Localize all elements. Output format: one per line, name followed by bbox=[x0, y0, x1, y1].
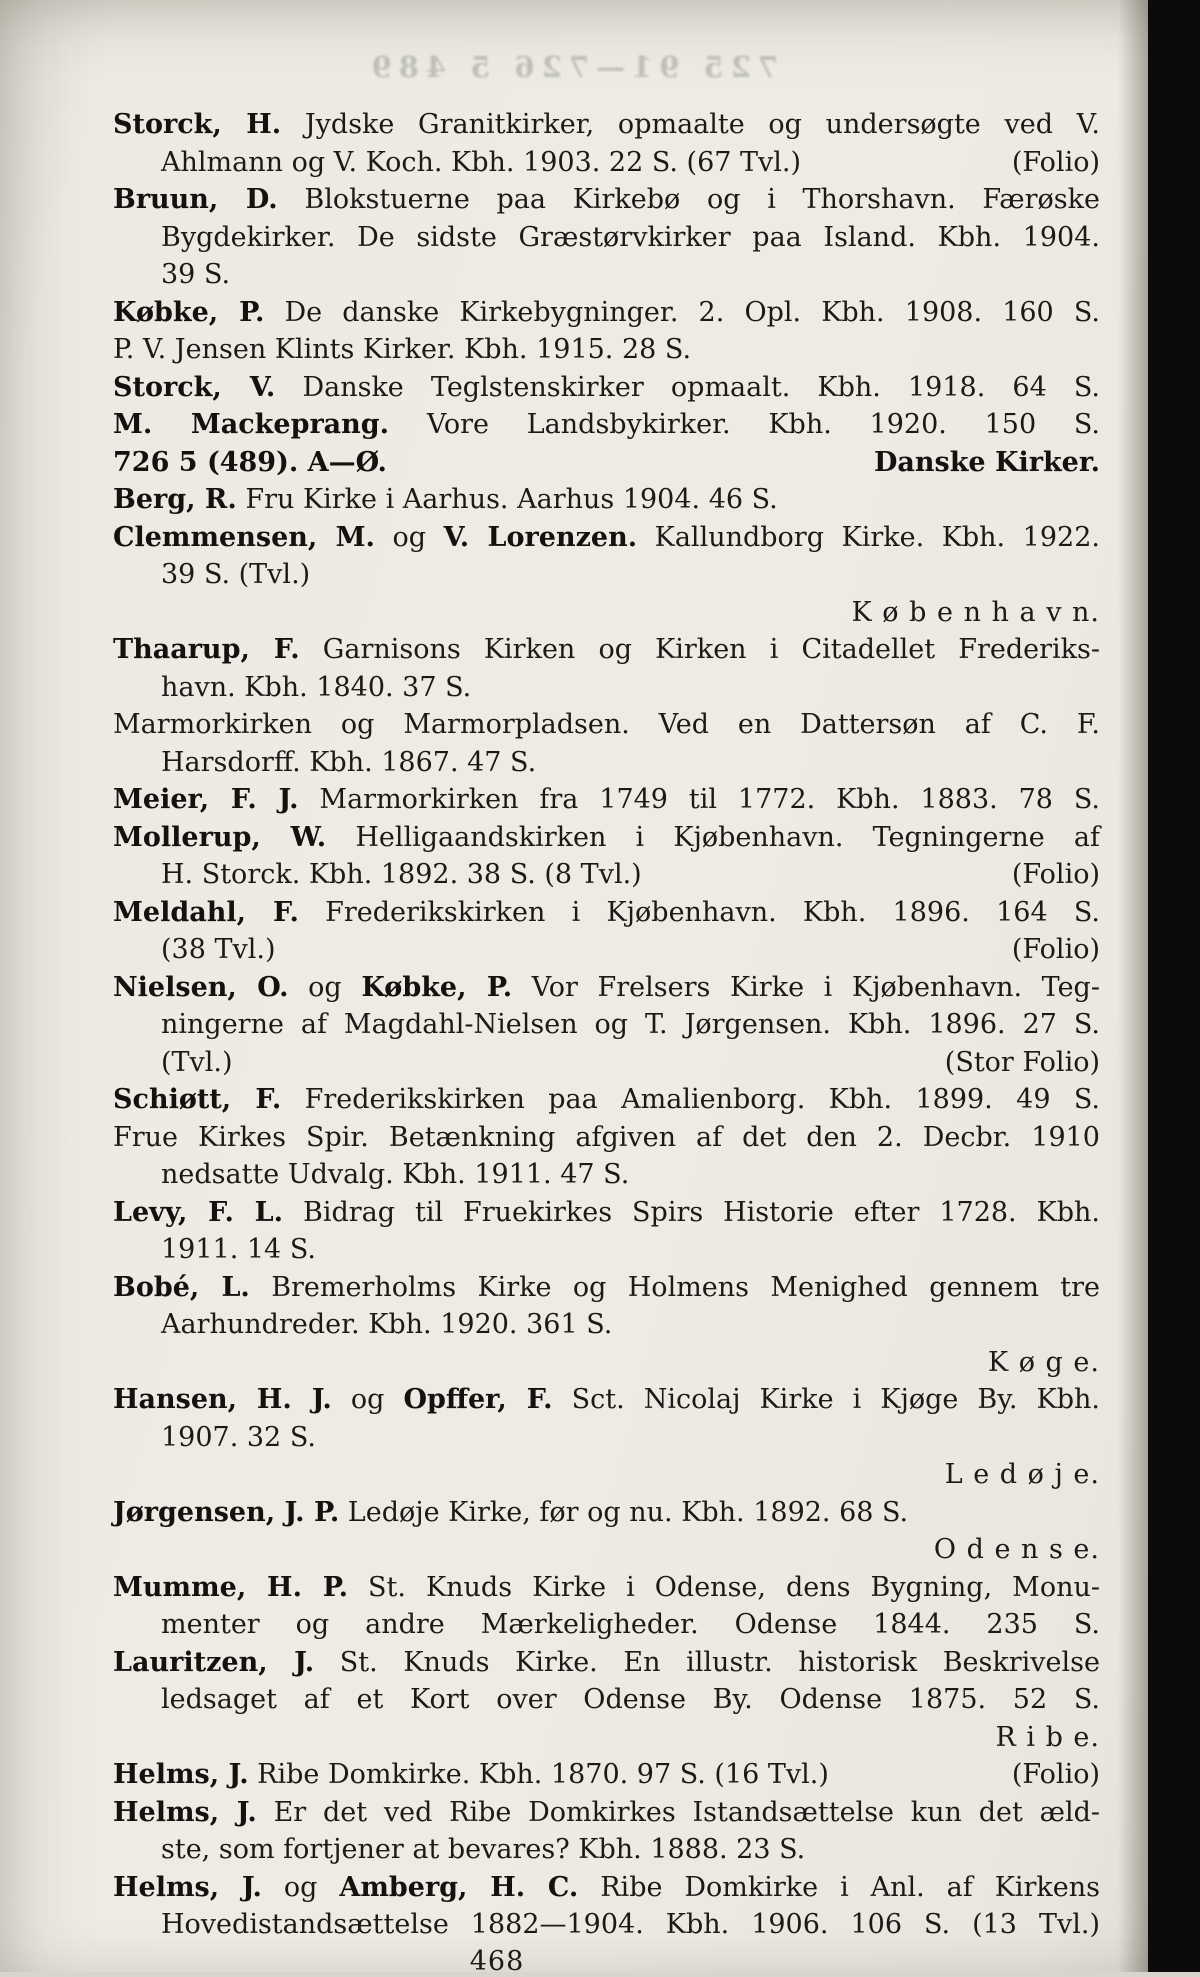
entry-line bbox=[113, 706, 1100, 744]
entry-text: 39 S. bbox=[161, 259, 231, 290]
line-right-text: (Folio) bbox=[1011, 1759, 1100, 1790]
author-name: Opffer, F. bbox=[403, 1384, 553, 1415]
entry-text: Bremerholms Kirke og Holmens Menighed gennem tre bbox=[249, 1271, 1101, 1303]
entry-line bbox=[113, 1494, 1100, 1532]
entry-line bbox=[113, 1569, 1100, 1607]
entry-line bbox=[113, 1419, 1100, 1457]
author-name: Nielsen, O. bbox=[113, 971, 289, 1003]
line-text bbox=[161, 747, 536, 778]
entry-text: St. Knuds Kirke. En illustr. historisk Beskrivelse bbox=[314, 1646, 1100, 1678]
entry-text: (Tvl.) bbox=[161, 1046, 233, 1078]
line-right-text: (Folio) bbox=[1011, 146, 1100, 178]
entry-line bbox=[113, 1869, 1100, 1907]
page-number: 468 bbox=[469, 1946, 525, 1977]
entry-text: ningerne af Magdahl-Nielsen og T. Jørgensen. Kbh. 1896. 27 S. bbox=[161, 1009, 1100, 1040]
section-heading-odense bbox=[113, 1531, 1100, 1569]
entry-line bbox=[113, 294, 1100, 332]
section-heading-kobenhavn bbox=[113, 594, 1100, 632]
entry-line bbox=[113, 1231, 1100, 1269]
line-text bbox=[161, 1684, 1100, 1715]
entry-text: Ahlmann og V. Koch. Kbh. 1903. 22 S. (67 Tvl.) bbox=[161, 146, 802, 178]
entry-line bbox=[113, 1306, 1100, 1344]
author-name: Clemmensen, M. bbox=[113, 521, 375, 553]
line-text bbox=[161, 1609, 1100, 1640]
entry-text: Ribe Domkirke i Anl. af Kirkens bbox=[578, 1871, 1101, 1903]
author-name: Jørgensen, J. P. bbox=[113, 1496, 340, 1528]
entry-text: Vor Frelsers Kirke i Kjøbenhavn. Teg- bbox=[512, 971, 1100, 1003]
entry-text: Jydske Granitkirker, opmaalte og undersøgte ved V. bbox=[281, 109, 1101, 140]
line-text bbox=[161, 672, 471, 703]
entry-text: Ribe Domkirke. Kbh. 1870. 97 S. (16 Tvl.) bbox=[248, 1759, 829, 1790]
author-name: Storck, V. bbox=[113, 371, 276, 403]
entry-line bbox=[113, 256, 1100, 294]
author-name: Helms, J. bbox=[113, 1796, 257, 1828]
line-text bbox=[161, 144, 801, 182]
author-name: 726 5 (489). A—Ø. bbox=[113, 446, 387, 478]
line-text bbox=[113, 522, 1100, 553]
entry-text: Marmorkirken og Marmorpladsen. Ved en Dattersøn af C. F. bbox=[113, 709, 1100, 740]
entry-line bbox=[113, 744, 1100, 782]
line-text bbox=[161, 222, 1100, 253]
entry-line bbox=[113, 1081, 1100, 1119]
entry-text: K ø b e n h a v n. bbox=[851, 596, 1100, 628]
entry-line bbox=[113, 631, 1100, 669]
line-text bbox=[113, 297, 1100, 328]
author-name: Helms, J. bbox=[113, 1759, 249, 1790]
entry-text: Frue Kirkes Spir. Betænkning afgiven af det den 2. Decbr. 1910 bbox=[113, 1121, 1100, 1153]
line-text bbox=[161, 1044, 233, 1082]
line-text bbox=[113, 184, 1100, 215]
line-text bbox=[113, 1647, 1100, 1678]
line-text bbox=[113, 972, 1100, 1003]
line-text bbox=[113, 334, 691, 365]
entry-text: nedsatte Udvalg. Kbh. 1911. 47 S. bbox=[161, 1159, 630, 1190]
entry-line bbox=[113, 1006, 1100, 1044]
entry-line bbox=[113, 181, 1100, 219]
section-heading-ribe bbox=[113, 1719, 1100, 1757]
classification-line bbox=[113, 444, 1100, 482]
entry-line bbox=[113, 1119, 1100, 1157]
author-name: Bobé, L. bbox=[113, 1271, 250, 1303]
entry-line bbox=[113, 931, 1100, 969]
line-text bbox=[113, 1122, 1100, 1153]
line-text bbox=[113, 822, 1100, 853]
entry-line bbox=[113, 1269, 1100, 1307]
line-text bbox=[113, 1084, 1100, 1115]
entry-line bbox=[113, 1156, 1100, 1194]
author-name: Thaarup, F. bbox=[113, 634, 300, 665]
entry-text: Aarhundreder. Kbh. 1920. 361 S. bbox=[161, 1309, 613, 1340]
gutter-shadow bbox=[1118, 0, 1148, 1972]
line-text bbox=[161, 1422, 316, 1453]
line-text bbox=[852, 597, 1100, 628]
entry-text: ledsaget af et Kort over Odense By. Odense 1875. 52 S. bbox=[161, 1684, 1100, 1715]
line-text bbox=[995, 1722, 1100, 1753]
entry-text: Sct. Nicolaj Kirke i Kjøge By. Kbh. bbox=[552, 1384, 1100, 1415]
entry-text: Helligaandskirken i Kjøbenhavn. Tegningerne af bbox=[326, 821, 1100, 853]
line-right-text: Danske Kirker. bbox=[873, 446, 1100, 478]
entry-line bbox=[113, 219, 1100, 257]
line-text bbox=[161, 931, 276, 969]
line-text bbox=[113, 897, 1100, 928]
entry-line bbox=[113, 1681, 1100, 1719]
author-name: Købke, P. bbox=[361, 971, 513, 1003]
entry-text: Harsdorff. Kbh. 1867. 47 S. bbox=[161, 746, 537, 778]
entry-text: Garnisons Kirken og Kirken i Citadellet Frederiks- bbox=[299, 634, 1100, 665]
entry-text: 1907. 32 S. bbox=[161, 1421, 316, 1453]
entry-line bbox=[113, 1794, 1100, 1832]
line-right-text: (Folio) bbox=[1011, 859, 1100, 890]
author-name: Hansen, H. J. bbox=[113, 1384, 332, 1415]
section-heading-ledoje bbox=[113, 1456, 1100, 1494]
author-name: M. Mackeprang. bbox=[113, 409, 390, 440]
author-name: Storck, H. bbox=[113, 109, 282, 140]
line-text bbox=[161, 1309, 612, 1340]
line-text bbox=[113, 372, 1100, 403]
line-text bbox=[161, 1909, 1100, 1940]
entry-text: Kallundborg Kirke. Kbh. 1922. bbox=[637, 521, 1100, 553]
author-name: Berg, R. bbox=[113, 484, 237, 515]
entry-text: P. V. Jensen Klints Kirker. Kbh. 1915. 28 S. bbox=[113, 334, 692, 365]
entry-text: St. Knuds Kirke i Odense, dens Bygning, Monu- bbox=[348, 1571, 1100, 1603]
line-text bbox=[113, 444, 387, 482]
line-text bbox=[113, 1756, 829, 1794]
entry-line bbox=[113, 894, 1100, 932]
entry-text: De danske Kirkebygninger. 2. Opl. Kbh. 1908. 160 S. bbox=[264, 296, 1100, 328]
book-gutter-bar bbox=[1148, 0, 1200, 1972]
entry-line bbox=[113, 1906, 1100, 1944]
author-name: Amberg, H. C. bbox=[339, 1871, 579, 1903]
entry-text: Er det ved Ribe Domkirkes Istandsættelse kun det æld- bbox=[256, 1796, 1101, 1828]
line-text bbox=[161, 856, 642, 894]
section-heading-koge bbox=[113, 1344, 1100, 1382]
entry-text: Fru Kirke i Aarhus. Aarhus 1904. 46 S. bbox=[236, 484, 778, 515]
entry-text: (38 Tvl.) bbox=[161, 934, 276, 965]
author-name: Lauritzen, J. bbox=[113, 1646, 315, 1678]
author-name: Mumme, H. P. bbox=[113, 1571, 349, 1603]
author-name: Schiøtt, F. bbox=[113, 1084, 282, 1115]
entry-text: og bbox=[288, 971, 362, 1003]
entry-line bbox=[113, 406, 1100, 444]
entry-line bbox=[113, 1381, 1100, 1419]
entry-text: H. Storck. Kbh. 1892. 38 S. (8 Tvl.) bbox=[161, 859, 642, 890]
line-text bbox=[113, 1272, 1100, 1303]
entry-line bbox=[113, 369, 1100, 407]
author-name: Meldahl, F. bbox=[113, 896, 299, 928]
entry-line bbox=[113, 1606, 1100, 1644]
entry-text: havn. Kbh. 1840. 37 S. bbox=[161, 671, 472, 703]
author-name: Meier, F. J. bbox=[113, 784, 299, 815]
line-text bbox=[113, 634, 1100, 665]
line-text bbox=[161, 1009, 1100, 1040]
entry-text: Marmorkirken fra 1749 til 1772. Kbh. 1883. 78 S. bbox=[298, 784, 1100, 815]
line-text bbox=[113, 784, 1100, 815]
line-text bbox=[161, 259, 230, 290]
entry-text: og bbox=[261, 1871, 340, 1903]
line-text bbox=[113, 109, 1100, 140]
line-text bbox=[934, 1534, 1100, 1565]
line-text bbox=[113, 409, 1100, 440]
line-text bbox=[113, 1384, 1100, 1415]
line-text bbox=[113, 1197, 1100, 1228]
line-text bbox=[113, 1497, 908, 1528]
author-name: Bruun, D. bbox=[113, 184, 278, 215]
entry-text: og bbox=[374, 521, 444, 553]
entry-line bbox=[113, 969, 1100, 1007]
entry-line bbox=[113, 331, 1100, 369]
entry-text: Frederikskirken paa Amalienborg. Kbh. 1899. 49 S. bbox=[281, 1084, 1100, 1115]
line-right-text: (Stor Folio) bbox=[944, 1046, 1100, 1078]
entry-line bbox=[113, 481, 1100, 519]
entry-line bbox=[113, 556, 1100, 594]
author-name: Levy, F. L. bbox=[113, 1196, 284, 1228]
entry-line bbox=[113, 669, 1100, 707]
line-text bbox=[161, 1159, 629, 1190]
entry-line bbox=[113, 144, 1100, 182]
entry-line bbox=[113, 781, 1100, 819]
entry-line bbox=[113, 1044, 1100, 1082]
line-text bbox=[161, 1834, 805, 1865]
entry-text: 39 S. (Tvl.) bbox=[161, 559, 311, 590]
author-name: Købke, P. bbox=[113, 296, 265, 328]
entry-text: O d e n s e. bbox=[933, 1534, 1100, 1565]
entry-text: R i b e. bbox=[995, 1721, 1100, 1753]
author-name: Helms, J. bbox=[113, 1871, 262, 1903]
line-text bbox=[113, 1572, 1100, 1603]
line-text bbox=[945, 1459, 1100, 1490]
show-through-text: 725 91—726 5 489 bbox=[364, 50, 778, 84]
entry-line bbox=[113, 1194, 1100, 1232]
entry-line bbox=[113, 519, 1100, 557]
line-text bbox=[113, 709, 1100, 740]
line-text bbox=[161, 559, 310, 590]
line-text bbox=[161, 1234, 316, 1265]
entry-line bbox=[113, 1644, 1100, 1682]
entry-text: Bidrag til Fruekirkes Spirs Historie efter 1728. Kbh. bbox=[283, 1196, 1100, 1228]
entry-line bbox=[113, 106, 1100, 144]
line-right-text: (Folio) bbox=[1011, 934, 1100, 965]
entry-text: Hovedistandsættelse 1882—1904. Kbh. 1906. 106 S. (13 Tvl.) bbox=[161, 1909, 1100, 1940]
entry-text: L e d ø j e. bbox=[944, 1459, 1100, 1490]
entry-line bbox=[113, 1756, 1100, 1794]
author-name: Mollerup, W. bbox=[113, 821, 327, 853]
entry-text: Blokstuerne paa Kirkebø og i Thorshavn. Færøske bbox=[277, 184, 1100, 215]
entry-text: menter og andre Mærkeligheder. Odense 1844. 235 S. bbox=[161, 1609, 1100, 1640]
entry-text: Ledøje Kirke, før og nu. Kbh. 1892. 68 S. bbox=[339, 1496, 909, 1528]
bibliography bbox=[113, 106, 1100, 1944]
entry-line bbox=[113, 1831, 1100, 1869]
line-text bbox=[113, 1872, 1100, 1903]
entry-text: Frederikskirken i Kjøbenhavn. Kbh. 1896. 164 S. bbox=[298, 896, 1100, 928]
author-name: V. Lorenzen. bbox=[443, 521, 638, 553]
entry-line bbox=[113, 819, 1100, 857]
entry-text: og bbox=[331, 1384, 404, 1415]
entry-text: Vore Landsbykirker. Kbh. 1920. 150 S. bbox=[389, 409, 1100, 440]
entry-line bbox=[113, 856, 1100, 894]
entry-text: K ø g e. bbox=[987, 1346, 1100, 1378]
entry-text: ste, som fortjener at bevares? Kbh. 1888. 23 S. bbox=[161, 1834, 806, 1865]
entry-text: Bygdekirker. De sidste Græstørvkirker paa Island. Kbh. 1904. bbox=[161, 221, 1100, 253]
line-text bbox=[988, 1347, 1100, 1378]
line-text bbox=[113, 484, 778, 515]
entry-text: Danske Teglstenskirker opmaalt. Kbh. 1918. 64 S. bbox=[275, 371, 1100, 403]
line-text bbox=[113, 1797, 1100, 1828]
entry-text: 1911. 14 S. bbox=[161, 1234, 316, 1265]
